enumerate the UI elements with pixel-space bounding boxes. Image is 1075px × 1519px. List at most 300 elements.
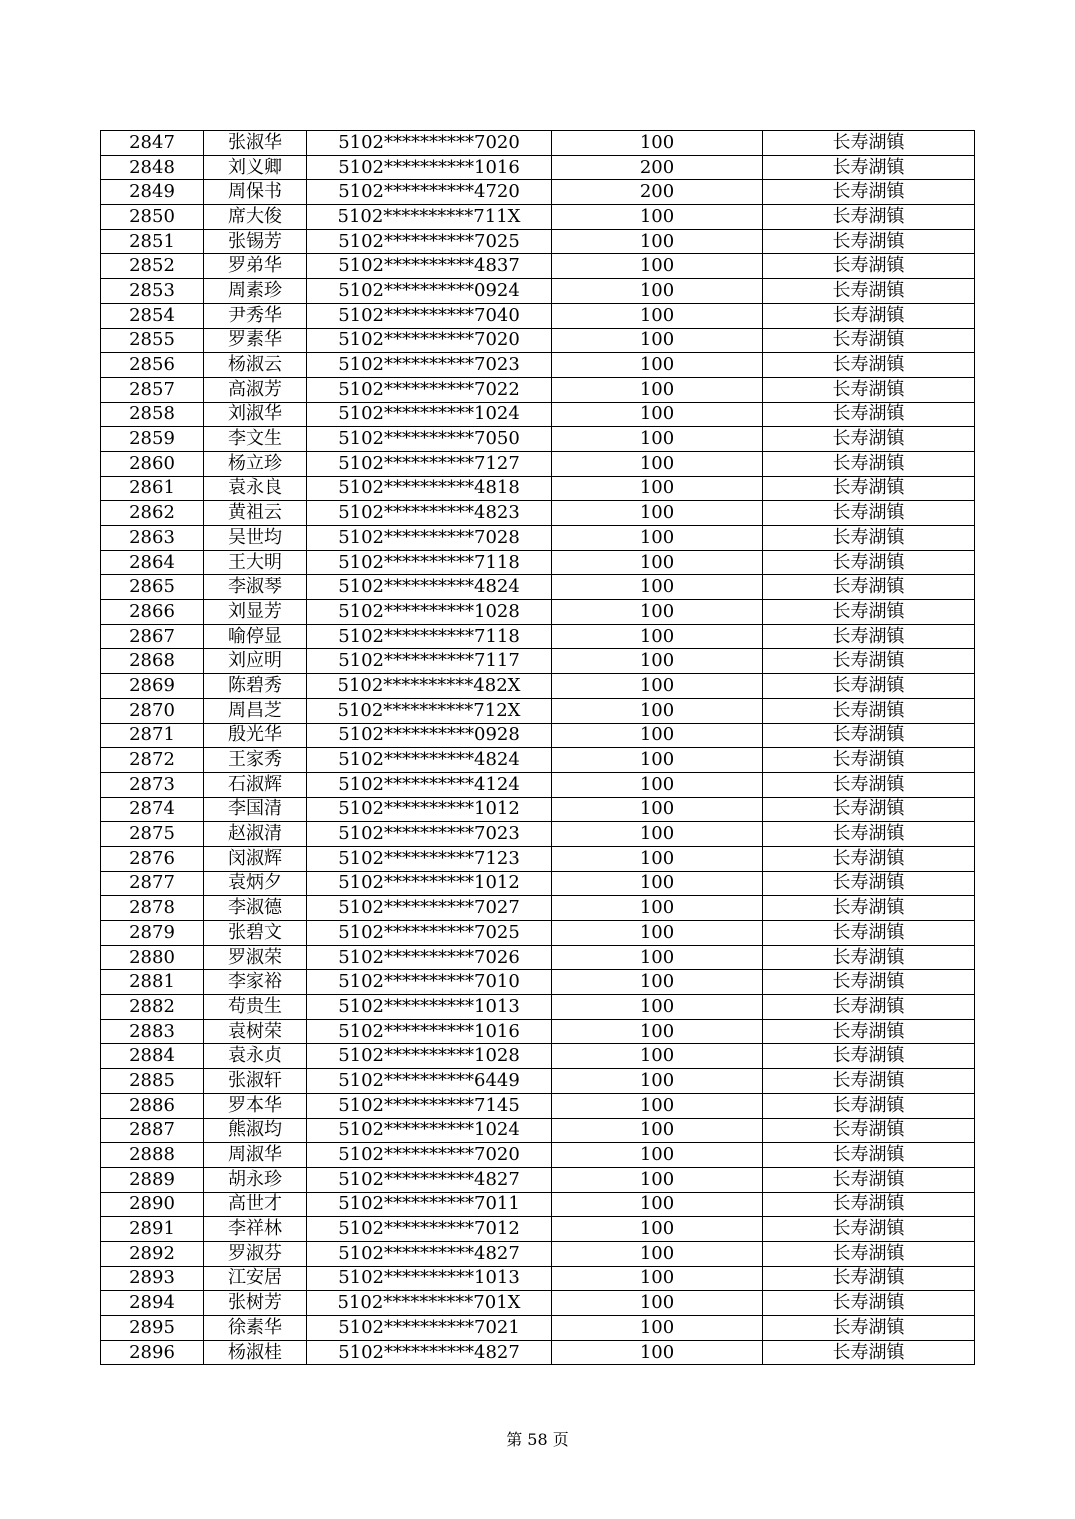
cell-township: 长寿湖镇	[763, 377, 975, 402]
cell-id-number: 5102**********0924	[307, 279, 552, 304]
cell-id-number: 5102**********1024	[307, 402, 552, 427]
cell-township: 长寿湖镇	[763, 970, 975, 995]
cell-amount: 100	[552, 205, 763, 230]
cell-township: 长寿湖镇	[763, 402, 975, 427]
cell-serial-number: 2892	[101, 1241, 204, 1266]
cell-serial-number: 2866	[101, 600, 204, 625]
cell-serial-number: 2893	[101, 1266, 204, 1291]
cell-amount: 200	[552, 180, 763, 205]
cell-id-number: 5102**********6449	[307, 1069, 552, 1094]
cell-name: 周昌芝	[204, 698, 307, 723]
cell-amount: 100	[552, 846, 763, 871]
cell-id-number: 5102**********1013	[307, 995, 552, 1020]
cell-serial-number: 2889	[101, 1167, 204, 1192]
cell-township: 长寿湖镇	[763, 1266, 975, 1291]
cell-township: 长寿湖镇	[763, 723, 975, 748]
table-row	[101, 451, 975, 476]
cell-township: 长寿湖镇	[763, 1217, 975, 1242]
table-row	[101, 748, 975, 773]
table-row	[101, 649, 975, 674]
cell-id-number: 5102**********7118	[307, 550, 552, 575]
cell-amount: 100	[552, 698, 763, 723]
cell-serial-number: 2851	[101, 229, 204, 254]
cell-name: 袁永良	[204, 476, 307, 501]
cell-amount: 100	[552, 896, 763, 921]
cell-name: 袁炳夕	[204, 871, 307, 896]
cell-amount: 100	[552, 1266, 763, 1291]
cell-township: 长寿湖镇	[763, 846, 975, 871]
cell-amount: 200	[552, 155, 763, 180]
cell-serial-number: 2870	[101, 698, 204, 723]
cell-id-number: 5102**********0928	[307, 723, 552, 748]
cell-township: 长寿湖镇	[763, 526, 975, 551]
cell-name: 喻停显	[204, 624, 307, 649]
cell-id-number: 5102**********7028	[307, 526, 552, 551]
table-row	[101, 427, 975, 452]
cell-amount: 100	[552, 723, 763, 748]
cell-serial-number: 2865	[101, 575, 204, 600]
cell-id-number: 5102**********7025	[307, 229, 552, 254]
cell-serial-number: 2862	[101, 501, 204, 526]
cell-id-number: 5102**********7021	[307, 1316, 552, 1341]
cell-id-number: 5102**********4818	[307, 476, 552, 501]
cell-name: 张树芳	[204, 1291, 307, 1316]
table-row	[101, 970, 975, 995]
cell-name: 罗弟华	[204, 254, 307, 279]
cell-name: 王家秀	[204, 748, 307, 773]
cell-township: 长寿湖镇	[763, 205, 975, 230]
cell-name: 张淑轩	[204, 1069, 307, 1094]
cell-township: 长寿湖镇	[763, 649, 975, 674]
cell-id-number: 5102**********7050	[307, 427, 552, 452]
cell-township: 长寿湖镇	[763, 550, 975, 575]
table-row	[101, 279, 975, 304]
table-row	[101, 1266, 975, 1291]
cell-amount: 100	[552, 328, 763, 353]
cell-amount: 100	[552, 303, 763, 328]
cell-name: 刘淑华	[204, 402, 307, 427]
cell-amount: 100	[552, 402, 763, 427]
cell-township: 长寿湖镇	[763, 1019, 975, 1044]
cell-name: 熊淑均	[204, 1118, 307, 1143]
cell-township: 长寿湖镇	[763, 674, 975, 699]
table-row	[101, 846, 975, 871]
cell-name: 高世才	[204, 1192, 307, 1217]
cell-amount: 100	[552, 772, 763, 797]
table-row	[101, 995, 975, 1020]
cell-name: 高淑芳	[204, 377, 307, 402]
cell-serial-number: 2854	[101, 303, 204, 328]
cell-id-number: 5102**********4827	[307, 1340, 552, 1365]
cell-township: 长寿湖镇	[763, 1069, 975, 1094]
cell-serial-number: 2890	[101, 1192, 204, 1217]
table-row	[101, 501, 975, 526]
table-row	[101, 1093, 975, 1118]
cell-amount: 100	[552, 1192, 763, 1217]
table-row	[101, 624, 975, 649]
cell-township: 长寿湖镇	[763, 1143, 975, 1168]
cell-id-number: 5102**********7020	[307, 1143, 552, 1168]
cell-township: 长寿湖镇	[763, 797, 975, 822]
table-row	[101, 1241, 975, 1266]
cell-name: 赵淑清	[204, 822, 307, 847]
table-row	[101, 1019, 975, 1044]
table-row	[101, 921, 975, 946]
cell-id-number: 5102**********4824	[307, 748, 552, 773]
cell-township: 长寿湖镇	[763, 600, 975, 625]
cell-id-number: 5102**********4827	[307, 1167, 552, 1192]
cell-amount: 100	[552, 995, 763, 1020]
cell-township: 长寿湖镇	[763, 1316, 975, 1341]
cell-township: 长寿湖镇	[763, 1192, 975, 1217]
cell-serial-number: 2895	[101, 1316, 204, 1341]
cell-amount: 100	[552, 624, 763, 649]
cell-amount: 100	[552, 945, 763, 970]
cell-serial-number: 2867	[101, 624, 204, 649]
cell-name: 苟贵生	[204, 995, 307, 1020]
cell-township: 长寿湖镇	[763, 921, 975, 946]
cell-name: 石淑辉	[204, 772, 307, 797]
cell-serial-number: 2876	[101, 846, 204, 871]
table-row	[101, 1143, 975, 1168]
cell-name: 李淑琴	[204, 575, 307, 600]
table-row	[101, 1316, 975, 1341]
cell-serial-number: 2891	[101, 1217, 204, 1242]
cell-name: 李国清	[204, 797, 307, 822]
cell-serial-number: 2855	[101, 328, 204, 353]
cell-name: 袁树荣	[204, 1019, 307, 1044]
table-row	[101, 575, 975, 600]
table-row	[101, 1217, 975, 1242]
roster-table-body	[101, 131, 975, 1365]
cell-name: 王大明	[204, 550, 307, 575]
cell-name: 杨立珍	[204, 451, 307, 476]
roster-table	[100, 130, 975, 1365]
cell-id-number: 5102**********1028	[307, 600, 552, 625]
cell-township: 长寿湖镇	[763, 772, 975, 797]
cell-id-number: 5102**********1016	[307, 155, 552, 180]
table-row	[101, 402, 975, 427]
cell-id-number: 5102**********1024	[307, 1118, 552, 1143]
cell-township: 长寿湖镇	[763, 896, 975, 921]
cell-township: 长寿湖镇	[763, 748, 975, 773]
cell-amount: 100	[552, 501, 763, 526]
table-row	[101, 1340, 975, 1365]
cell-amount: 100	[552, 353, 763, 378]
cell-township: 长寿湖镇	[763, 501, 975, 526]
cell-name: 罗素华	[204, 328, 307, 353]
cell-id-number: 5102**********1013	[307, 1266, 552, 1291]
cell-id-number: 5102**********4827	[307, 1241, 552, 1266]
cell-id-number: 5102**********7040	[307, 303, 552, 328]
cell-amount: 100	[552, 970, 763, 995]
cell-amount: 100	[552, 1093, 763, 1118]
cell-township: 长寿湖镇	[763, 995, 975, 1020]
cell-name: 周淑华	[204, 1143, 307, 1168]
table-row	[101, 600, 975, 625]
cell-serial-number: 2884	[101, 1044, 204, 1069]
cell-township: 长寿湖镇	[763, 254, 975, 279]
cell-serial-number: 2853	[101, 279, 204, 304]
table-row	[101, 377, 975, 402]
table-row	[101, 822, 975, 847]
cell-id-number: 5102**********712X	[307, 698, 552, 723]
cell-id-number: 5102**********4823	[307, 501, 552, 526]
table-row	[101, 1118, 975, 1143]
table-row	[101, 1069, 975, 1094]
cell-township: 长寿湖镇	[763, 180, 975, 205]
cell-serial-number: 2863	[101, 526, 204, 551]
cell-amount: 100	[552, 575, 763, 600]
cell-amount: 100	[552, 1241, 763, 1266]
cell-township: 长寿湖镇	[763, 279, 975, 304]
cell-name: 李家裕	[204, 970, 307, 995]
cell-id-number: 5102**********7145	[307, 1093, 552, 1118]
cell-serial-number: 2896	[101, 1340, 204, 1365]
cell-serial-number: 2871	[101, 723, 204, 748]
cell-id-number: 5102**********4124	[307, 772, 552, 797]
cell-serial-number: 2874	[101, 797, 204, 822]
table-row	[101, 797, 975, 822]
table-row	[101, 180, 975, 205]
cell-serial-number: 2880	[101, 945, 204, 970]
cell-serial-number: 2858	[101, 402, 204, 427]
table-row	[101, 229, 975, 254]
cell-name: 罗本华	[204, 1093, 307, 1118]
cell-amount: 100	[552, 476, 763, 501]
cell-amount: 100	[552, 526, 763, 551]
cell-serial-number: 2847	[101, 131, 204, 156]
cell-id-number: 5102**********482X	[307, 674, 552, 699]
table-row	[101, 1192, 975, 1217]
table-row	[101, 476, 975, 501]
cell-name: 张碧文	[204, 921, 307, 946]
cell-township: 长寿湖镇	[763, 303, 975, 328]
cell-township: 长寿湖镇	[763, 1241, 975, 1266]
cell-id-number: 5102**********7027	[307, 896, 552, 921]
cell-serial-number: 2848	[101, 155, 204, 180]
table-row	[101, 945, 975, 970]
cell-amount: 100	[552, 1069, 763, 1094]
cell-id-number: 5102**********7023	[307, 353, 552, 378]
cell-serial-number: 2877	[101, 871, 204, 896]
cell-id-number: 5102**********1028	[307, 1044, 552, 1069]
cell-township: 长寿湖镇	[763, 155, 975, 180]
cell-name: 席大俊	[204, 205, 307, 230]
cell-amount: 100	[552, 279, 763, 304]
cell-amount: 100	[552, 377, 763, 402]
cell-township: 长寿湖镇	[763, 624, 975, 649]
cell-serial-number: 2861	[101, 476, 204, 501]
cell-id-number: 5102**********701X	[307, 1291, 552, 1316]
cell-name: 吴世均	[204, 526, 307, 551]
table-row	[101, 674, 975, 699]
cell-serial-number: 2873	[101, 772, 204, 797]
cell-name: 陈碧秀	[204, 674, 307, 699]
cell-name: 江安居	[204, 1266, 307, 1291]
cell-id-number: 5102**********7026	[307, 945, 552, 970]
cell-id-number: 5102**********711X	[307, 205, 552, 230]
cell-amount: 100	[552, 1044, 763, 1069]
cell-serial-number: 2864	[101, 550, 204, 575]
cell-id-number: 5102**********1012	[307, 797, 552, 822]
cell-name: 杨淑桂	[204, 1340, 307, 1365]
cell-township: 长寿湖镇	[763, 476, 975, 501]
cell-township: 长寿湖镇	[763, 698, 975, 723]
cell-serial-number: 2879	[101, 921, 204, 946]
cell-amount: 100	[552, 674, 763, 699]
cell-amount: 100	[552, 797, 763, 822]
cell-township: 长寿湖镇	[763, 1093, 975, 1118]
cell-name: 罗淑芬	[204, 1241, 307, 1266]
cell-township: 长寿湖镇	[763, 451, 975, 476]
cell-township: 长寿湖镇	[763, 575, 975, 600]
cell-amount: 100	[552, 649, 763, 674]
cell-serial-number: 2872	[101, 748, 204, 773]
table-row	[101, 131, 975, 156]
cell-amount: 100	[552, 451, 763, 476]
cell-serial-number: 2883	[101, 1019, 204, 1044]
cell-name: 张锡芳	[204, 229, 307, 254]
cell-township: 长寿湖镇	[763, 945, 975, 970]
cell-serial-number: 2878	[101, 896, 204, 921]
cell-amount: 100	[552, 822, 763, 847]
table-row	[101, 871, 975, 896]
cell-id-number: 5102**********4837	[307, 254, 552, 279]
cell-id-number: 5102**********7020	[307, 328, 552, 353]
cell-amount: 100	[552, 229, 763, 254]
cell-amount: 100	[552, 427, 763, 452]
cell-id-number: 5102**********4824	[307, 575, 552, 600]
cell-id-number: 5102**********7025	[307, 921, 552, 946]
cell-name: 刘显芳	[204, 600, 307, 625]
cell-serial-number: 2894	[101, 1291, 204, 1316]
cell-id-number: 5102**********1016	[307, 1019, 552, 1044]
table-row	[101, 1167, 975, 1192]
cell-amount: 100	[552, 550, 763, 575]
cell-name: 袁永贞	[204, 1044, 307, 1069]
cell-id-number: 5102**********1012	[307, 871, 552, 896]
cell-serial-number: 2857	[101, 377, 204, 402]
cell-name: 尹秀华	[204, 303, 307, 328]
cell-township: 长寿湖镇	[763, 1167, 975, 1192]
cell-serial-number: 2860	[101, 451, 204, 476]
table-row	[101, 526, 975, 551]
cell-id-number: 5102**********7010	[307, 970, 552, 995]
cell-name: 殷光华	[204, 723, 307, 748]
cell-township: 长寿湖镇	[763, 1118, 975, 1143]
cell-township: 长寿湖镇	[763, 1044, 975, 1069]
cell-name: 刘应明	[204, 649, 307, 674]
cell-id-number: 5102**********7117	[307, 649, 552, 674]
cell-id-number: 5102**********7022	[307, 377, 552, 402]
table-row	[101, 1291, 975, 1316]
table-row	[101, 303, 975, 328]
cell-amount: 100	[552, 1019, 763, 1044]
cell-serial-number: 2868	[101, 649, 204, 674]
cell-serial-number: 2850	[101, 205, 204, 230]
page-number: 第 58 页	[506, 1430, 569, 1449]
cell-township: 长寿湖镇	[763, 822, 975, 847]
cell-township: 长寿湖镇	[763, 229, 975, 254]
cell-serial-number: 2887	[101, 1118, 204, 1143]
cell-township: 长寿湖镇	[763, 1291, 975, 1316]
table-row	[101, 1044, 975, 1069]
table-row	[101, 155, 975, 180]
cell-township: 长寿湖镇	[763, 427, 975, 452]
cell-name: 徐素华	[204, 1316, 307, 1341]
cell-name: 闵淑辉	[204, 846, 307, 871]
cell-amount: 100	[552, 1143, 763, 1168]
cell-id-number: 5102**********7127	[307, 451, 552, 476]
cell-serial-number: 2856	[101, 353, 204, 378]
table-row	[101, 254, 975, 279]
table-row	[101, 328, 975, 353]
cell-id-number: 5102**********7020	[307, 131, 552, 156]
cell-name: 张淑华	[204, 131, 307, 156]
cell-amount: 100	[552, 1291, 763, 1316]
cell-township: 长寿湖镇	[763, 871, 975, 896]
cell-id-number: 5102**********7012	[307, 1217, 552, 1242]
cell-name: 李祥林	[204, 1217, 307, 1242]
cell-serial-number: 2869	[101, 674, 204, 699]
table-row	[101, 772, 975, 797]
cell-serial-number: 2885	[101, 1069, 204, 1094]
cell-amount: 100	[552, 921, 763, 946]
cell-name: 刘义卿	[204, 155, 307, 180]
cell-name: 罗淑荣	[204, 945, 307, 970]
cell-serial-number: 2852	[101, 254, 204, 279]
cell-id-number: 5102**********7023	[307, 822, 552, 847]
cell-name: 李文生	[204, 427, 307, 452]
cell-serial-number: 2888	[101, 1143, 204, 1168]
cell-township: 长寿湖镇	[763, 131, 975, 156]
cell-name: 杨淑云	[204, 353, 307, 378]
cell-id-number: 5102**********7123	[307, 846, 552, 871]
table-row	[101, 723, 975, 748]
cell-serial-number: 2859	[101, 427, 204, 452]
cell-serial-number: 2875	[101, 822, 204, 847]
cell-amount: 100	[552, 1316, 763, 1341]
cell-amount: 100	[552, 600, 763, 625]
cell-serial-number: 2882	[101, 995, 204, 1020]
table-row	[101, 205, 975, 230]
cell-amount: 100	[552, 1340, 763, 1365]
table-row	[101, 550, 975, 575]
cell-name: 胡永珍	[204, 1167, 307, 1192]
cell-id-number: 5102**********4720	[307, 180, 552, 205]
cell-id-number: 5102**********7011	[307, 1192, 552, 1217]
cell-serial-number: 2886	[101, 1093, 204, 1118]
cell-id-number: 5102**********7118	[307, 624, 552, 649]
cell-amount: 100	[552, 131, 763, 156]
cell-amount: 100	[552, 748, 763, 773]
cell-name: 黄祖云	[204, 501, 307, 526]
cell-amount: 100	[552, 871, 763, 896]
cell-name: 李淑德	[204, 896, 307, 921]
cell-serial-number: 2881	[101, 970, 204, 995]
cell-name: 周保书	[204, 180, 307, 205]
cell-township: 长寿湖镇	[763, 353, 975, 378]
table-row	[101, 698, 975, 723]
cell-amount: 100	[552, 1118, 763, 1143]
cell-township: 长寿湖镇	[763, 328, 975, 353]
cell-amount: 100	[552, 1167, 763, 1192]
cell-name: 周素珍	[204, 279, 307, 304]
table-row	[101, 353, 975, 378]
cell-township: 长寿湖镇	[763, 1340, 975, 1365]
cell-amount: 100	[552, 1217, 763, 1242]
